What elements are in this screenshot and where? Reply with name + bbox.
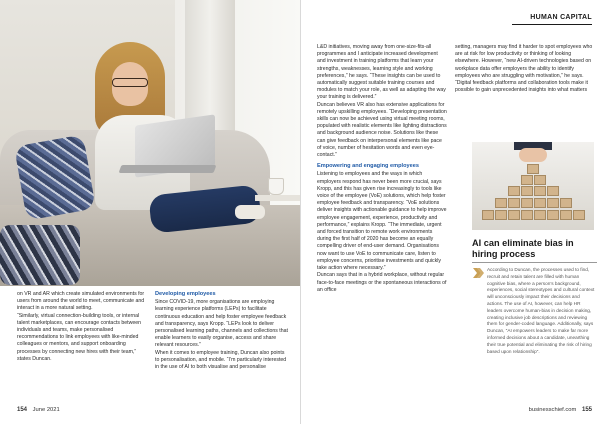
wood-block xyxy=(521,186,533,196)
wood-block xyxy=(547,198,559,208)
section-rule xyxy=(512,24,592,25)
right-col1a-text: L&D initiatives, moving away from one-size-fits-all programmes and I anticipate increased development and investment in training platforms that learn your strengths, weaknesses, learning style and working preferences,” he says. “These insights can be used to automatically suggest suitable training courses and modules to match your role, as well as adapting the way your training is delivered.” Duncan believes VR also has extensive applications for remotely upskilling employees. “Developing presentation skills can now be achieved using virtual meeting rooms, populated with realistic elements like lighting distractions and background audience noise. Solutions like these can give feedback on interpersonal elements like pace of voice, number of hesitation words and even eye-contact.” xyxy=(317,44,447,159)
right-col1 xyxy=(317,44,447,294)
left-page-number: 154 xyxy=(17,407,28,413)
wood-block xyxy=(495,210,507,220)
developing-employees-heading: Developing employees xyxy=(155,291,216,297)
wood-block xyxy=(508,210,520,220)
right-col1b-text: Listening to employees and the ways in which employers respond has never been more crucial, says Kropp, and this has given rise increasingly to tools like voice of the employee (VoE) solutions, which help foster employee feedback and transparency. “VoE solutions deliver insights with actionable guidance to help improve employee engagement, experience, productivity and performance,” explains Kropp. “The immediate, urgent and forced transition to remote work environments during the first half of 2020 has become an equally compelling driver of end-user demand. Organisations now want to use VoE to communicate care, listen to employee concerns, prioritise investments and quickly take action where necessary.” Duncan says that in a hybrid workplace, without regular face-to-face meetings or the spontaneous interactions of an office xyxy=(317,171,447,293)
wood-block xyxy=(521,175,533,185)
wood-block xyxy=(495,198,507,208)
issue-date: June 2021 xyxy=(32,407,60,413)
left-folio xyxy=(17,407,60,413)
left-col2 xyxy=(155,291,290,371)
photo-blanket xyxy=(0,225,80,285)
wood-block-top xyxy=(527,164,539,174)
hero-photo xyxy=(0,0,300,286)
sidebar-title: AI can eliminate bias in hiring process xyxy=(472,238,574,259)
right-col2-text: setting, managers may find it harder to spot employees who are at risk for low productivity or thinking of looking elsewhere. However, “new AI-driven technologies based on workplace data offer employers the ability to identify employees who are struggling with motivation,” he says. “Digital feedback platforms and collaboration tools make it possible to gain unprecedented insights into what matters xyxy=(455,44,593,94)
website: businesschief.com xyxy=(528,407,577,413)
wood-block xyxy=(508,198,520,208)
left-col2-text: Since COVID-19, more organisations are employing learning experience platforms (LEPs) to facilitate continuous education and help foster employee feedback and transparency, says Kropp. “LEPs look to deliver personalised learning paths, channels and collections that enable learners to easily organise, access and share relevant resources.” When it comes to employee training, Duncan also points to personalisation, and mobile. “I’m particularly interested in the use of AI to both visualise and personalise xyxy=(155,299,288,371)
photo-shoe xyxy=(235,205,265,219)
wood-block xyxy=(573,210,585,220)
empowering-heading: Empowering and engaging employees xyxy=(317,163,419,170)
right-folio xyxy=(529,407,592,413)
wood-block xyxy=(547,186,559,196)
photo-side-table xyxy=(255,195,300,201)
wood-block xyxy=(508,186,520,196)
wood-block xyxy=(547,210,559,220)
photo-glasses xyxy=(112,78,148,87)
photo-laptop-base xyxy=(119,165,217,173)
wood-block xyxy=(560,198,572,208)
wood-block xyxy=(482,210,494,220)
wood-block xyxy=(534,175,546,185)
double-chevron-icon xyxy=(473,268,485,278)
wood-block xyxy=(534,186,546,196)
wood-block xyxy=(534,210,546,220)
wood-block xyxy=(560,210,572,220)
photo-cup xyxy=(268,178,284,195)
right-page-number: 155 xyxy=(581,407,592,413)
section-label: HUMAN CAPITAL xyxy=(530,14,592,21)
page-gutter xyxy=(300,0,301,424)
photo-hand xyxy=(519,148,547,162)
sidebar-rule xyxy=(472,262,597,263)
wood-block xyxy=(521,198,533,208)
wood-block xyxy=(534,198,546,208)
wood-block xyxy=(521,210,533,220)
sidebar-photo xyxy=(472,142,594,230)
photo-pillow xyxy=(14,134,96,220)
sidebar-body-text: According to Duncan, the processes used to find, recruit and retain talent are filled with human cognitive bias, where a person’s background, experiences, social stereotypes and cultural context will unconsciously impact their decisions and actions. The use of AI, however, can help HR leaders overcome human-bias in decision making, creating inclusive job descriptions and reviewing them for gender-coded language. Additionally, says Duncan, “AI empowers leaders to make far more informed decisions about a candidate, unearthing their true potential and eliminating the risk of hiring based upon relationship”. xyxy=(487,267,595,354)
left-col1-text: on VR and AR which create simulated environments for users from around the world to meet, communicate and interact in a more natural setting. “Similarly, virtual connection-building tools, or internal talent marketplaces, can encourage contacts between individuals and teams, make personalised recommendations to link employees with like-minded colleagues or mentors, and support onboarding processes by connecting new hires with their team,” states Duncan. xyxy=(17,291,145,362)
